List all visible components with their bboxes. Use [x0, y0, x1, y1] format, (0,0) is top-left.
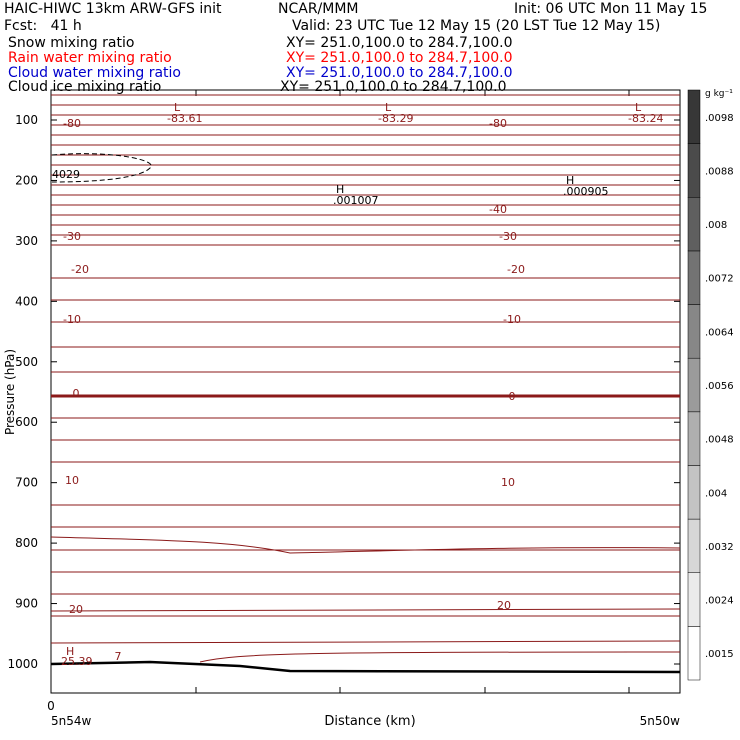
colorbar-tick-label: .0032 — [705, 541, 734, 553]
y-tick-label: 200 — [15, 173, 38, 188]
contour-line — [51, 527, 680, 528]
center-title: NCAR/MMM — [278, 1, 359, 17]
contour-line — [51, 165, 680, 166]
colorbar-tick-label: .008 — [705, 220, 728, 232]
field-xy-cloud-ice: XY= 251.0,100.0 to 284.7,100.0 — [280, 79, 507, 95]
colorbar-segment — [688, 90, 700, 144]
contour-line — [51, 105, 680, 106]
contour-line — [51, 245, 680, 246]
y-tick-label: 400 — [15, 294, 38, 309]
extremum-value: .001007 — [333, 194, 379, 207]
y-tick-label: 300 — [15, 233, 38, 248]
field-xy-rain: XY= 251.0,100.0 to 284.7,100.0 — [286, 50, 513, 66]
colorbar-tick-label: .0024 — [705, 595, 734, 607]
contour-line — [51, 462, 680, 463]
y-tick-label: 600 — [15, 415, 38, 430]
extremum-value: -83.29 — [378, 112, 414, 125]
contour-value-label: -30 — [63, 230, 81, 243]
contour-value-label: -10 — [63, 313, 81, 326]
extremum-label: H — [336, 183, 345, 196]
contour-line — [51, 300, 680, 301]
contour-line — [51, 95, 680, 96]
colorbar-segment — [688, 197, 700, 251]
contour-line — [51, 440, 680, 441]
contour-line — [51, 372, 680, 373]
forecast-hour: Fcst: 41 h — [4, 18, 82, 34]
contour-value-label: 20 — [497, 599, 511, 612]
colorbar-segment — [688, 251, 700, 305]
colorbar-tick-label: .0064 — [705, 327, 734, 339]
extremum-value: .000905 — [563, 185, 609, 198]
field-name-cloud-water: Cloud water mixing ratio — [8, 65, 181, 81]
y-tick-label: 1000 — [7, 657, 38, 671]
y-axis-title: Pressure (hPa) — [3, 348, 17, 436]
contour-line — [51, 115, 680, 116]
field-xy-snow: XY= 251.0,100.0 to 284.7,100.0 — [286, 35, 513, 51]
contour-line — [51, 641, 680, 643]
model-title: HAIC-HIWC 13km ARW-GFS init — [4, 1, 222, 17]
field-name-cloud-ice: Cloud ice mixing ratio — [8, 79, 162, 95]
colorbar-segment — [688, 519, 700, 573]
colorbar-tick-label: .0056 — [705, 381, 734, 392]
x-tick-label-0: 0 — [47, 699, 55, 713]
contour-value-label: -10 — [503, 313, 521, 326]
extremum-label: L — [635, 101, 642, 114]
terrain-line — [51, 662, 680, 672]
contour-value-label: -80 — [489, 117, 507, 130]
x-axis-title: Distance (km) — [324, 714, 416, 729]
y-tick-label: 900 — [15, 596, 38, 611]
contour-value-label: -40 — [489, 203, 507, 216]
contour-value-label: 10 — [501, 476, 515, 489]
extremum-label: L — [174, 101, 181, 114]
colorbar-tick-label: .0072 — [705, 273, 734, 285]
contour-line — [51, 594, 680, 595]
y-tick-label: 500 — [15, 354, 38, 369]
contour-line — [51, 537, 680, 553]
contour-line — [51, 215, 680, 216]
colorbar-segment — [688, 465, 700, 519]
colorbar-tick-label: .0048 — [705, 434, 734, 446]
contour-line — [51, 572, 680, 573]
contour-value-label: -30 — [499, 230, 517, 243]
contour-line — [51, 609, 680, 611]
contour-lines — [51, 95, 680, 672]
extremum-label: L — [385, 101, 392, 114]
contour-line — [51, 155, 680, 156]
contour-line — [51, 125, 680, 126]
contour-labels — [63, 117, 525, 663]
extremum-value: -83.61 — [167, 112, 203, 125]
y-tick-label: 800 — [15, 536, 38, 551]
contour-line — [200, 652, 680, 662]
field-name-snow: Snow mixing ratio — [8, 35, 135, 51]
contour-value-label: 10 — [65, 474, 79, 487]
contour-line — [51, 322, 680, 323]
extremum-value: -83.24 — [628, 112, 664, 125]
colorbar-segment — [688, 573, 700, 627]
valid-time: Valid: 23 UTC Tue 12 May 15 (20 LST Tue 12 May 15) — [292, 18, 661, 34]
colorbar-segment — [688, 358, 700, 412]
colorbar — [688, 90, 734, 680]
plot-frame — [51, 90, 680, 693]
contour-value-label: 20 — [69, 603, 83, 616]
colorbar-tick-label: .0098 — [705, 112, 734, 124]
x-tick-label-left: 5n54w — [51, 714, 92, 728]
x-tick-label-right: 5n50w — [639, 714, 680, 728]
contour-line — [51, 418, 680, 419]
colorbar-tick-label: .004 — [705, 488, 728, 500]
colorbar-segment — [688, 305, 700, 359]
contour-line — [51, 550, 680, 551]
colorbar-tick-label: .0015 — [705, 649, 734, 661]
contour-line — [51, 225, 680, 226]
dashed-contour-label: 4029 — [52, 168, 80, 181]
contour-value-label: -20 — [71, 263, 89, 276]
field-xy-cloud-water: XY= 251.0,100.0 to 284.7,100.0 — [286, 65, 513, 81]
contour-line — [51, 347, 680, 348]
contour-line — [51, 235, 680, 236]
contour-line — [51, 616, 680, 617]
y-tick-label: 100 — [15, 113, 38, 127]
contour-line — [51, 278, 680, 279]
x-axis — [51, 90, 629, 693]
colorbar-segment — [688, 144, 700, 198]
extremum-label: H — [566, 174, 575, 187]
contour-value-label: 7 — [114, 650, 122, 663]
contour-line — [51, 396, 680, 397]
contour-line — [51, 505, 680, 506]
contour-line — [51, 135, 680, 136]
colorbar-tick-label: .0088 — [705, 166, 734, 178]
contour-line — [51, 175, 680, 176]
field-name-rain: Rain water mixing ratio — [8, 50, 172, 66]
contour-value-label: -80 — [63, 117, 81, 130]
colorbar-segment — [688, 412, 700, 466]
y-tick-label: 700 — [15, 475, 38, 490]
init-time: Init: 06 UTC Mon 11 May 15 — [514, 1, 708, 17]
extremum-value: 25.39 — [61, 655, 93, 668]
colorbar-segment — [688, 626, 700, 680]
contour-value-label: -20 — [507, 263, 525, 276]
contour-value-label: 0 — [508, 390, 516, 403]
extremum-label: H — [66, 645, 75, 658]
contour-line — [51, 145, 680, 146]
contour-value-label: 0 — [72, 387, 80, 400]
colorbar-unit: g kg⁻¹ — [705, 89, 733, 99]
